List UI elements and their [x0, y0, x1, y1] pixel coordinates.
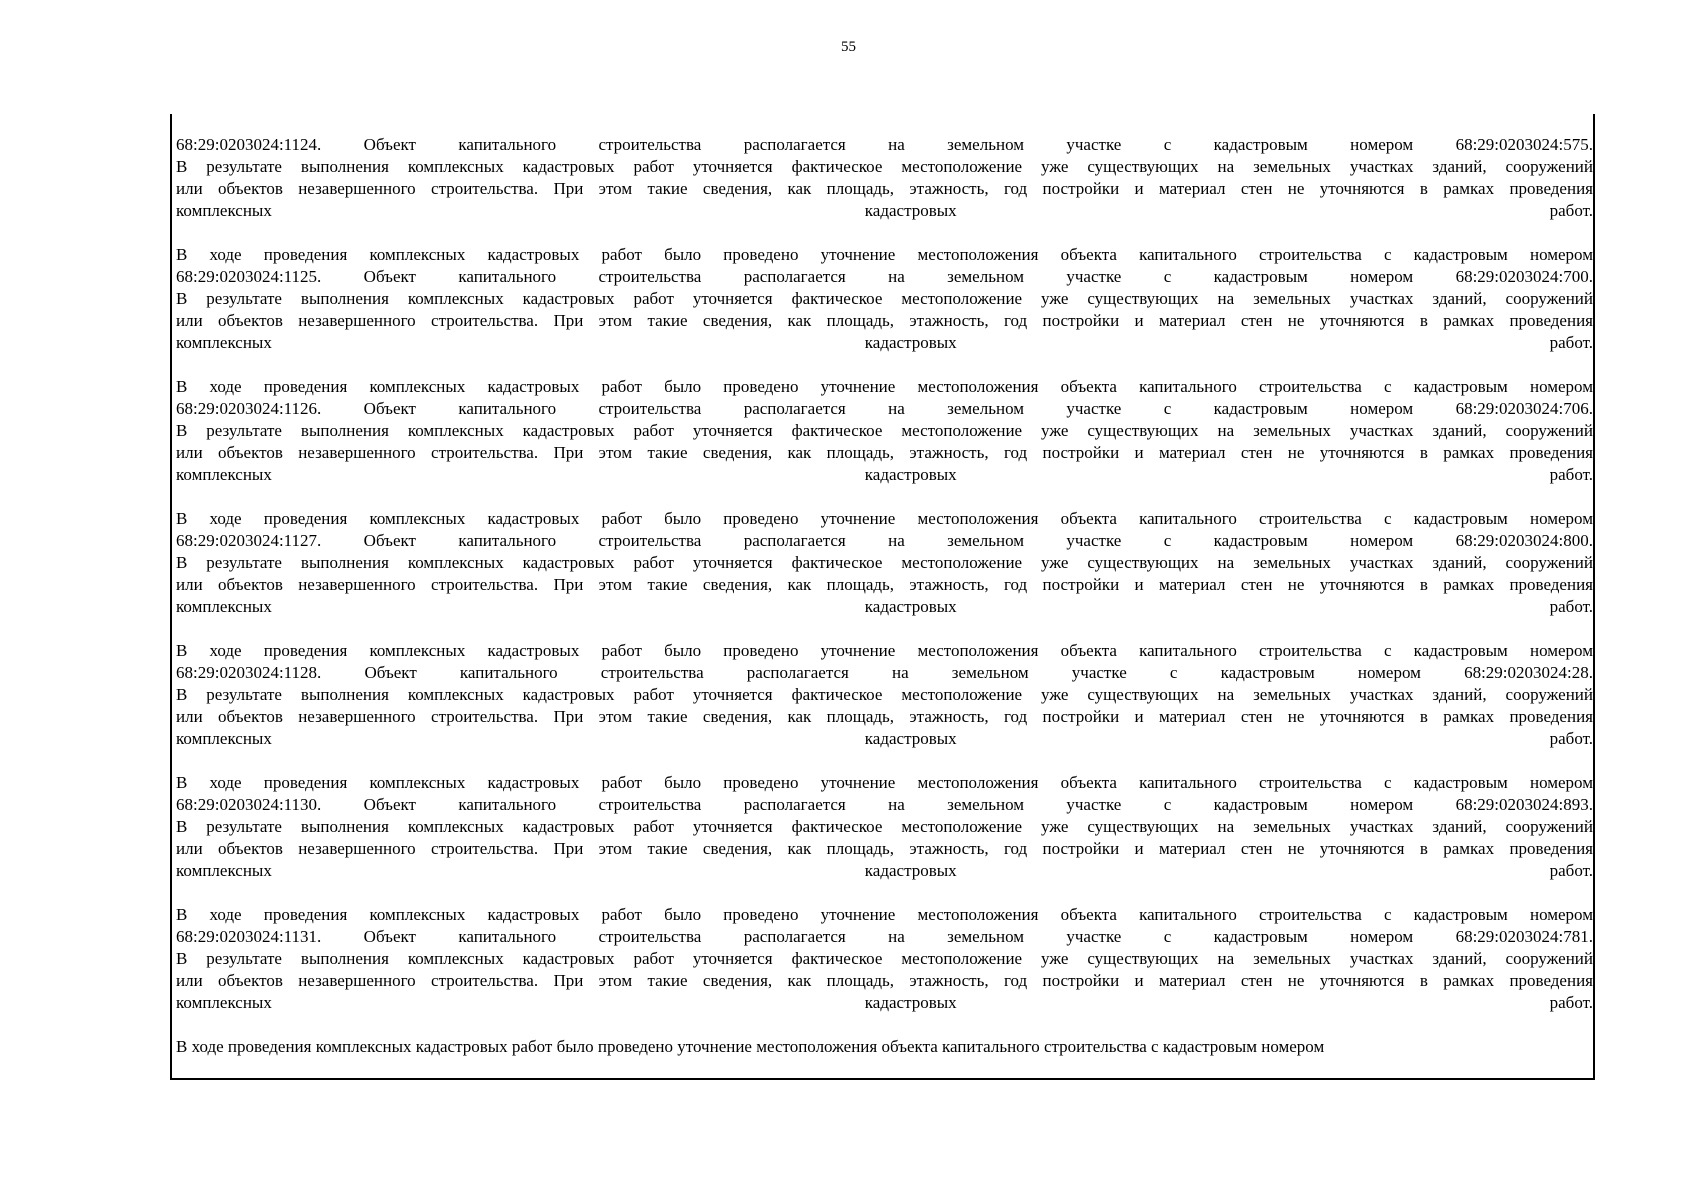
- text-line: 68:29:0203024:1130. Объект капитального строительства располагается на земельном участке с кадастровым номером 68:29:0203024:893.: [176, 795, 1593, 814]
- text-line: В результате выполнения комплексных кадастровых работ уточняется фактическое местоположение уже существующих на земельных участках зданий, сооружений: [176, 289, 1593, 308]
- page-number: 55: [841, 39, 856, 55]
- paragraph: [176, 508, 1593, 618]
- text-line: комплексных кадастровых работ.: [176, 729, 1593, 748]
- text-line: или объектов незавершенного строительства. При этом такие сведения, как площадь, этажность, год постройки и материал стен не уточняются в рамках проведения: [176, 443, 1593, 462]
- text-line: или объектов незавершенного строительства. При этом такие сведения, как площадь, этажность, год постройки и материал стен не уточняются в рамках проведения: [176, 839, 1593, 858]
- paragraph: [176, 772, 1593, 882]
- text-line: В ходе проведения комплексных кадастровых работ было проведено уточнение местоположения объекта капитального строительства с кадастровым номером: [176, 773, 1593, 792]
- text-line: В результате выполнения комплексных кадастровых работ уточняется фактическое местоположение уже существующих на земельных участках зданий, сооружений: [176, 685, 1593, 704]
- text-line: комплексных кадастровых работ.: [176, 465, 1593, 484]
- text-line: комплексных кадастровых работ.: [176, 333, 1593, 352]
- paragraph: [176, 640, 1593, 750]
- paragraph: [176, 376, 1593, 486]
- paragraph: [176, 1036, 1593, 1058]
- text-line: В ходе проведения комплексных кадастровых работ было проведено уточнение местоположения объекта капитального строительства с кадастровым номером: [176, 509, 1593, 528]
- text-line: или объектов незавершенного строительства. При этом такие сведения, как площадь, этажность, год постройки и материал стен не уточняются в рамках проведения: [176, 179, 1593, 198]
- text-line: В ходе проведения комплексных кадастровых работ было проведено уточнение местоположения объекта капитального строительства с кадастровым номером: [176, 377, 1593, 396]
- text-line: 68:29:0203024:1131. Объект капитального строительства располагается на земельном участке с кадастровым номером 68:29:0203024:781.: [176, 927, 1593, 946]
- text-line: или объектов незавершенного строительства. При этом такие сведения, как площадь, этажность, год постройки и материал стен не уточняются в рамках проведения: [176, 707, 1593, 726]
- text-line: 68:29:0203024:1124. Объект капитального строительства располагается на земельном участке с кадастровым номером 68:29:0203024:575.: [176, 135, 1593, 154]
- document-frame: [170, 114, 1595, 1080]
- text-line: 68:29:0203024:1126. Объект капитального строительства располагается на земельном участке с кадастровым номером 68:29:0203024:706.: [176, 399, 1593, 418]
- text-line: В ходе проведения комплексных кадастровых работ было проведено уточнение местоположения объекта капитального строительства с кадастровым номером: [176, 905, 1593, 924]
- text-line: или объектов незавершенного строительства. При этом такие сведения, как площадь, этажность, год постройки и материал стен не уточняются в рамках проведения: [176, 971, 1593, 990]
- text-line: В результате выполнения комплексных кадастровых работ уточняется фактическое местоположение уже существующих на земельных участках зданий, сооружений: [176, 949, 1593, 968]
- text-line: В результате выполнения комплексных кадастровых работ уточняется фактическое местоположение уже существующих на земельных участках зданий, сооружений: [176, 817, 1593, 836]
- text-line: комплексных кадастровых работ.: [176, 201, 1593, 220]
- text-line: В ходе проведения комплексных кадастровых работ было проведено уточнение местоположения объекта капитального строительства с кадастровым номером: [176, 1037, 1325, 1056]
- text-line: 68:29:0203024:1128. Объект капитального строительства располагается на земельном участке с кадастровым номером 68:29:0203024:28.: [176, 663, 1593, 682]
- text-line: или объектов незавершенного строительства. При этом такие сведения, как площадь, этажность, год постройки и материал стен не уточняются в рамках проведения: [176, 311, 1593, 330]
- text-line: В результате выполнения комплексных кадастровых работ уточняется фактическое местоположение уже существующих на земельных участках зданий, сооружений: [176, 421, 1593, 440]
- text-line: 68:29:0203024:1125. Объект капитального строительства располагается на земельном участке с кадастровым номером 68:29:0203024:700.: [176, 267, 1593, 286]
- text-line: В ходе проведения комплексных кадастровых работ было проведено уточнение местоположения объекта капитального строительства с кадастровым номером: [176, 245, 1593, 264]
- paragraph: [176, 904, 1593, 1014]
- text-line: В ходе проведения комплексных кадастровых работ было проведено уточнение местоположения объекта капитального строительства с кадастровым номером: [176, 641, 1593, 660]
- document-content: [176, 134, 1593, 1080]
- text-line: В результате выполнения комплексных кадастровых работ уточняется фактическое местоположение уже существующих на земельных участках зданий, сооружений: [176, 553, 1593, 572]
- text-line: В результате выполнения комплексных кадастровых работ уточняется фактическое местоположение уже существующих на земельных участках зданий, сооружений: [176, 157, 1593, 176]
- paragraph: [176, 134, 1593, 222]
- text-line: или объектов незавершенного строительства. При этом такие сведения, как площадь, этажность, год постройки и материал стен не уточняются в рамках проведения: [176, 575, 1593, 594]
- text-line: комплексных кадастровых работ.: [176, 861, 1593, 880]
- text-line: комплексных кадастровых работ.: [176, 597, 1593, 616]
- paragraph: [176, 244, 1593, 354]
- text-line: 68:29:0203024:1127. Объект капитального строительства располагается на земельном участке с кадастровым номером 68:29:0203024:800.: [176, 531, 1593, 550]
- text-line: комплексных кадастровых работ.: [176, 993, 1593, 1012]
